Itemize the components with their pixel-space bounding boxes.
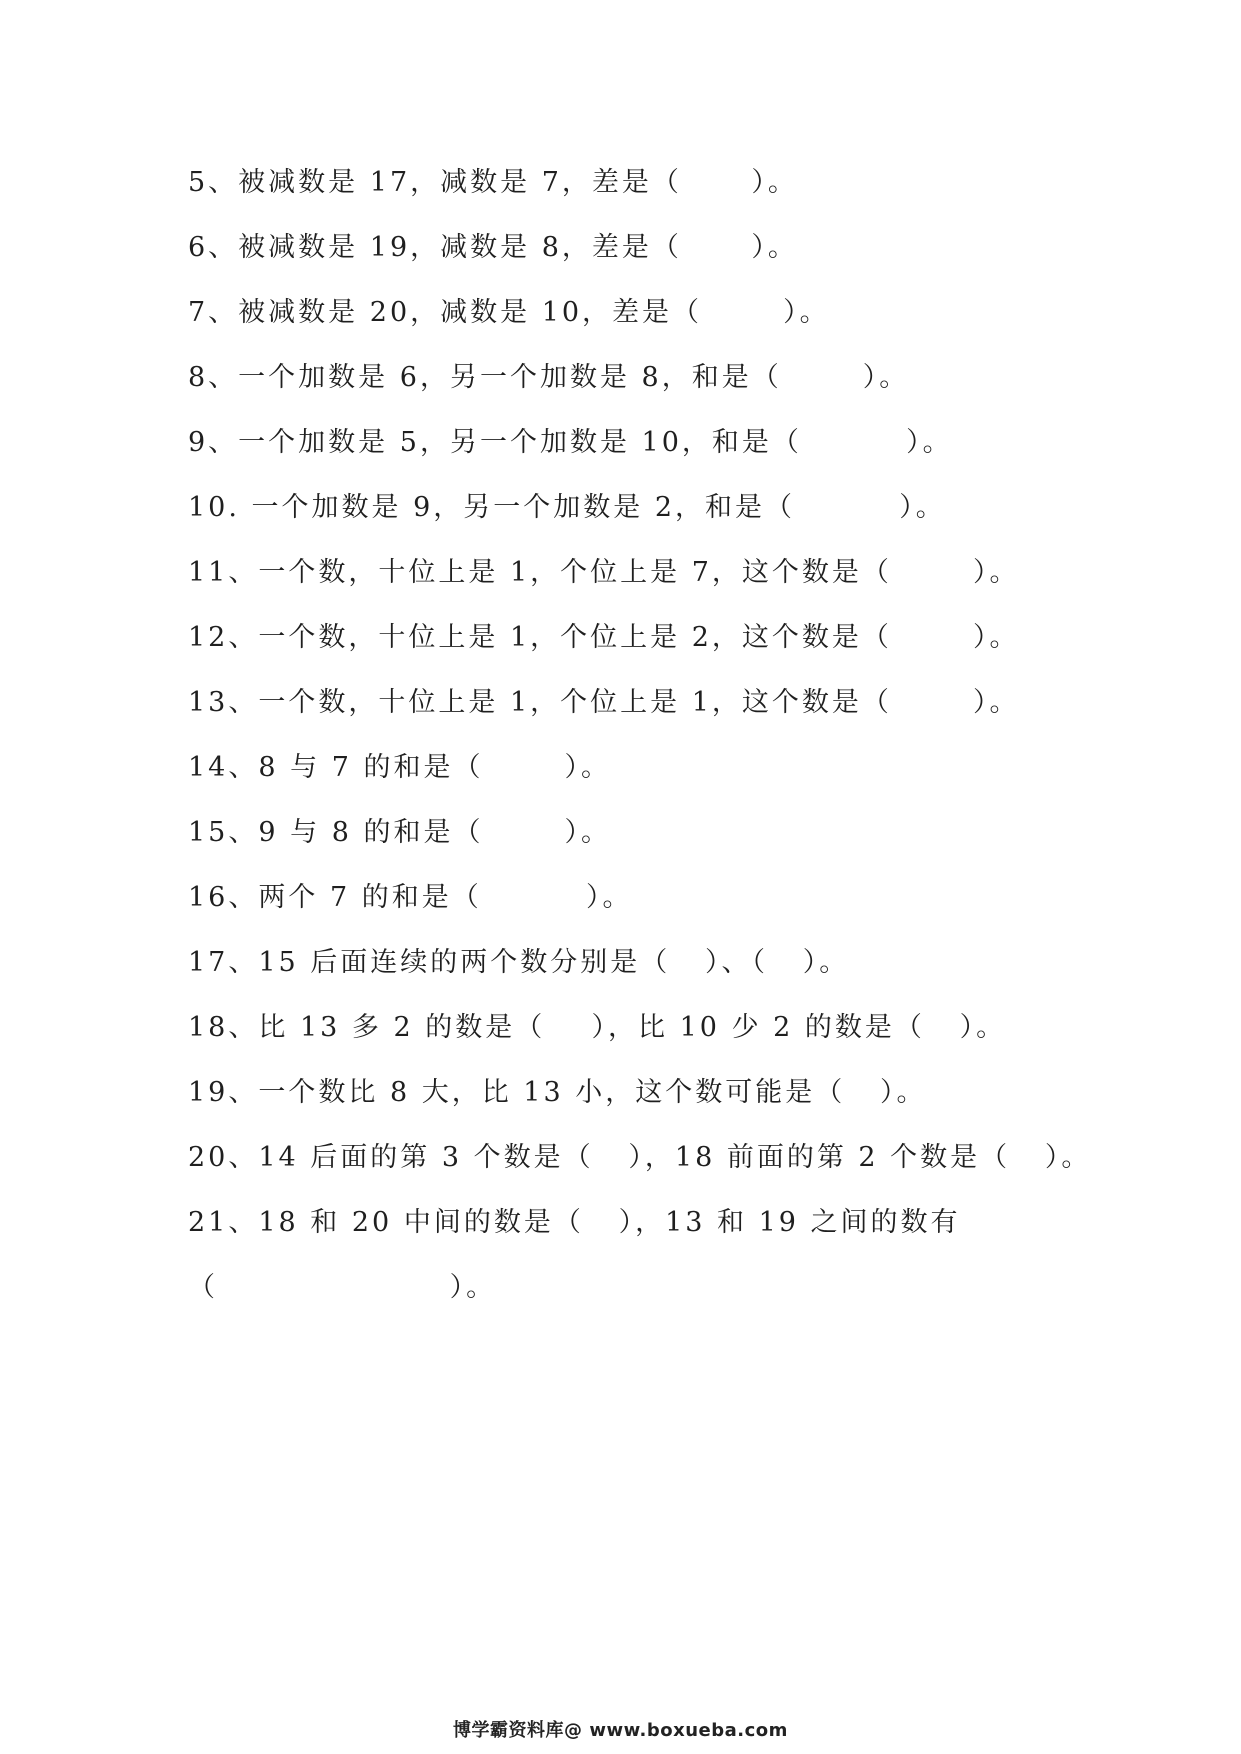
question-9: 9、一个加数是 5，另一个加数是 10，和是（ ）。 (188, 427, 953, 458)
question-5: 5、被减数是 17，减数是 7，差是（ ）。 (188, 167, 798, 198)
question-7: 7、被减数是 20，减数是 10，差是（ ）。 (188, 297, 830, 328)
question-16: 16、两个 7 的和是（ ）。 (188, 882, 633, 913)
question-11: 11、一个数，十位上是 1，个位上是 7，这个数是（ ）。 (188, 557, 1020, 588)
question-6: 6、被减数是 19，减数是 8，差是（ ）。 (188, 232, 798, 263)
question-21-continuation: （ ）。 (188, 1272, 497, 1303)
question-13: 13、一个数，十位上是 1，个位上是 1，这个数是（ ）。 (188, 687, 1020, 718)
question-12: 12、一个数，十位上是 1，个位上是 2，这个数是（ ）。 (188, 622, 1020, 653)
question-18: 18、比 13 多 2 的数是（ ），比 10 少 2 的数是（ ）。 (188, 1012, 1007, 1043)
question-8: 8、一个加数是 6，另一个加数是 8，和是（ ）。 (188, 362, 910, 393)
question-15: 15、9 与 8 的和是（ ）。 (188, 817, 612, 848)
question-20: 20、14 后面的第 3 个数是（ ），18 前面的第 2 个数是（ ）。 (188, 1142, 1092, 1173)
question-19: 19、一个数比 8 大，比 13 小，这个数可能是（ ）。 (188, 1077, 927, 1108)
question-list (188, 158, 1092, 1328)
footer-watermark: 博学霸资料库@ www.boxueba.com (453, 1720, 788, 1741)
question-21: 21、18 和 20 中间的数是（ ），13 和 19 之间的数有 (188, 1207, 961, 1238)
question-10: 10. 一个加数是 9，另一个加数是 2，和是（ ）。 (188, 492, 946, 523)
question-14: 14、8 与 7 的和是（ ）。 (188, 752, 612, 783)
question-17: 17、15 后面连续的两个数分别是（ ）、（ ）。 (188, 947, 850, 978)
